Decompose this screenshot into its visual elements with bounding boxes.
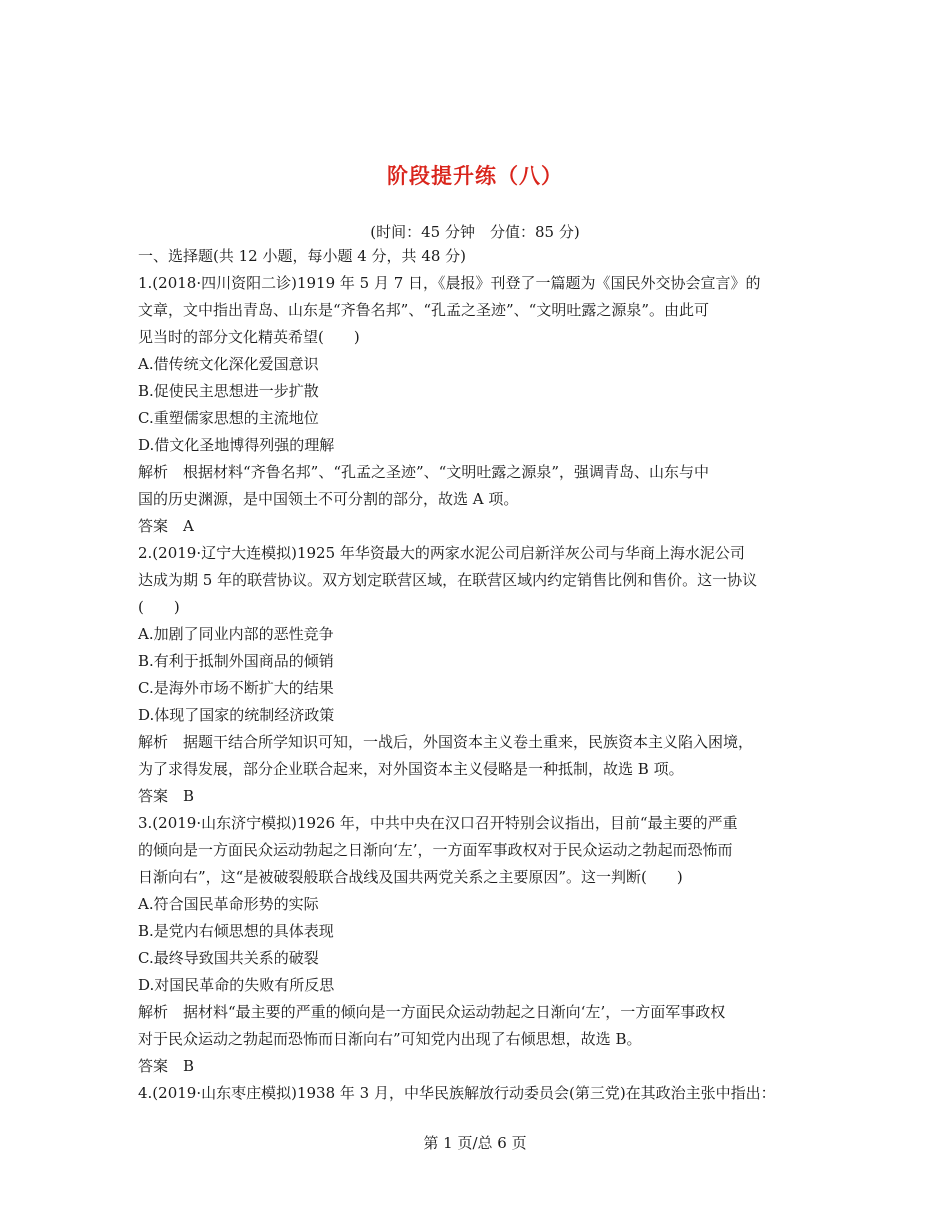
page-title: 阶段提升练（八） [387, 163, 563, 188]
option-c: C.是海外市场不断扩大的结果 [138, 679, 334, 697]
question-stem: 2.(2019·辽宁大连模拟)1925 年华资最大的两家水泥公司启新洋灰公司与华商上海水泥公司 [138, 544, 745, 562]
option-b: B.是党内右倾思想的具体表现 [138, 922, 334, 940]
question-stem: ( ) [138, 598, 180, 616]
question-2 [138, 540, 814, 810]
analysis: 解析 据题干结合所学知识可知，一战后，外国资本主义卷土重来，民族资本主义陷入困境， [138, 733, 754, 751]
question-stem: 3.(2019·山东济宁模拟)1926 年，中共中央在汉口召开特别会议指出，目前“最主要的严重 [138, 814, 738, 832]
analysis: 对于民众运动之勃起而恐怖而日渐向右”可知党内出现了右倾思想，故选 B。 [138, 1030, 642, 1048]
question-stem: 日渐向右”，这“是被破裂般联合战线及国共两党关系之主要原因”。这一判断( ) [138, 868, 683, 886]
question-stem: 见当时的部分文化精英希望( ) [138, 328, 360, 346]
option-b: B.有利于抵制外国商品的倾销 [138, 652, 334, 670]
option-c: C.最终导致国共关系的破裂 [138, 949, 319, 967]
exam-meta: (时间：45 分钟 分值：85 分) [370, 223, 580, 241]
question-stem: 4.(2019·山东枣庄模拟)1938 年 3 月，中华民族解放行动委员会(第三党)在其政治主张中指出： [138, 1084, 776, 1102]
section-heading: 一、选择题(共 12 小题，每小题 4 分，共 48 分) [138, 247, 467, 265]
question-stem: 达成为期 5 年的联营协议。双方划定联营区域，在联营区域内约定销售比例和售价。这一协议 [138, 571, 758, 589]
question-stem: 的倾向是一方面民众运动勃起之日渐向‘左’，一方面军事政权对于民众运动之勃起而恐怖而 [138, 841, 733, 859]
answer: 答案 A [138, 517, 194, 535]
question-1 [138, 270, 814, 540]
analysis: 解析 根据材料“齐鲁名邦”、“孔孟之圣迹”、“文明吐露之源泉”，强调青岛、山东与中 [138, 463, 710, 481]
option-a: A.借传统文化深化爱国意识 [138, 355, 319, 373]
analysis: 国的历史渊源，是中国领土不可分割的部分，故选 A 项。 [138, 490, 519, 508]
option-d: D.借文化圣地博得列强的理解 [138, 436, 335, 454]
question-4 [138, 1080, 814, 1107]
option-a: A.加剧了同业内部的恶性竞争 [138, 625, 334, 643]
option-d: D.对国民革命的失败有所反思 [138, 976, 335, 994]
question-3 [138, 810, 814, 1080]
option-c: C.重塑儒家思想的主流地位 [138, 409, 319, 427]
option-d: D.体现了国家的统制经济政策 [138, 706, 335, 724]
option-a: A.符合国民革命形势的实际 [138, 895, 319, 913]
analysis: 为了求得发展，部分企业联合起来，对外国资本主义侵略是一种抵制，故选 B 项。 [138, 760, 684, 778]
question-stem: 文章，文中指出青岛、山东是“齐鲁名邦”、“孔孟之圣迹”、“文明吐露之源泉”。由此可 [138, 301, 710, 319]
document-body [138, 243, 814, 1107]
question-stem: 1.(2018·四川资阳二诊)1919 年 5 月 7 日，《晨报》刊登了一篇题为《国民外交协会宣言》的 [138, 274, 761, 292]
page-footer: 第 1 页/总 6 页 [423, 1134, 527, 1152]
answer: 答案 B [138, 1057, 195, 1075]
answer: 答案 B [138, 787, 195, 805]
option-b: B.促使民主思想进一步扩散 [138, 382, 319, 400]
analysis: 解析 据材料“最主要的严重的倾向是一方面民众运动勃起之日渐向‘左’，一方面军事政权 [138, 1003, 726, 1021]
